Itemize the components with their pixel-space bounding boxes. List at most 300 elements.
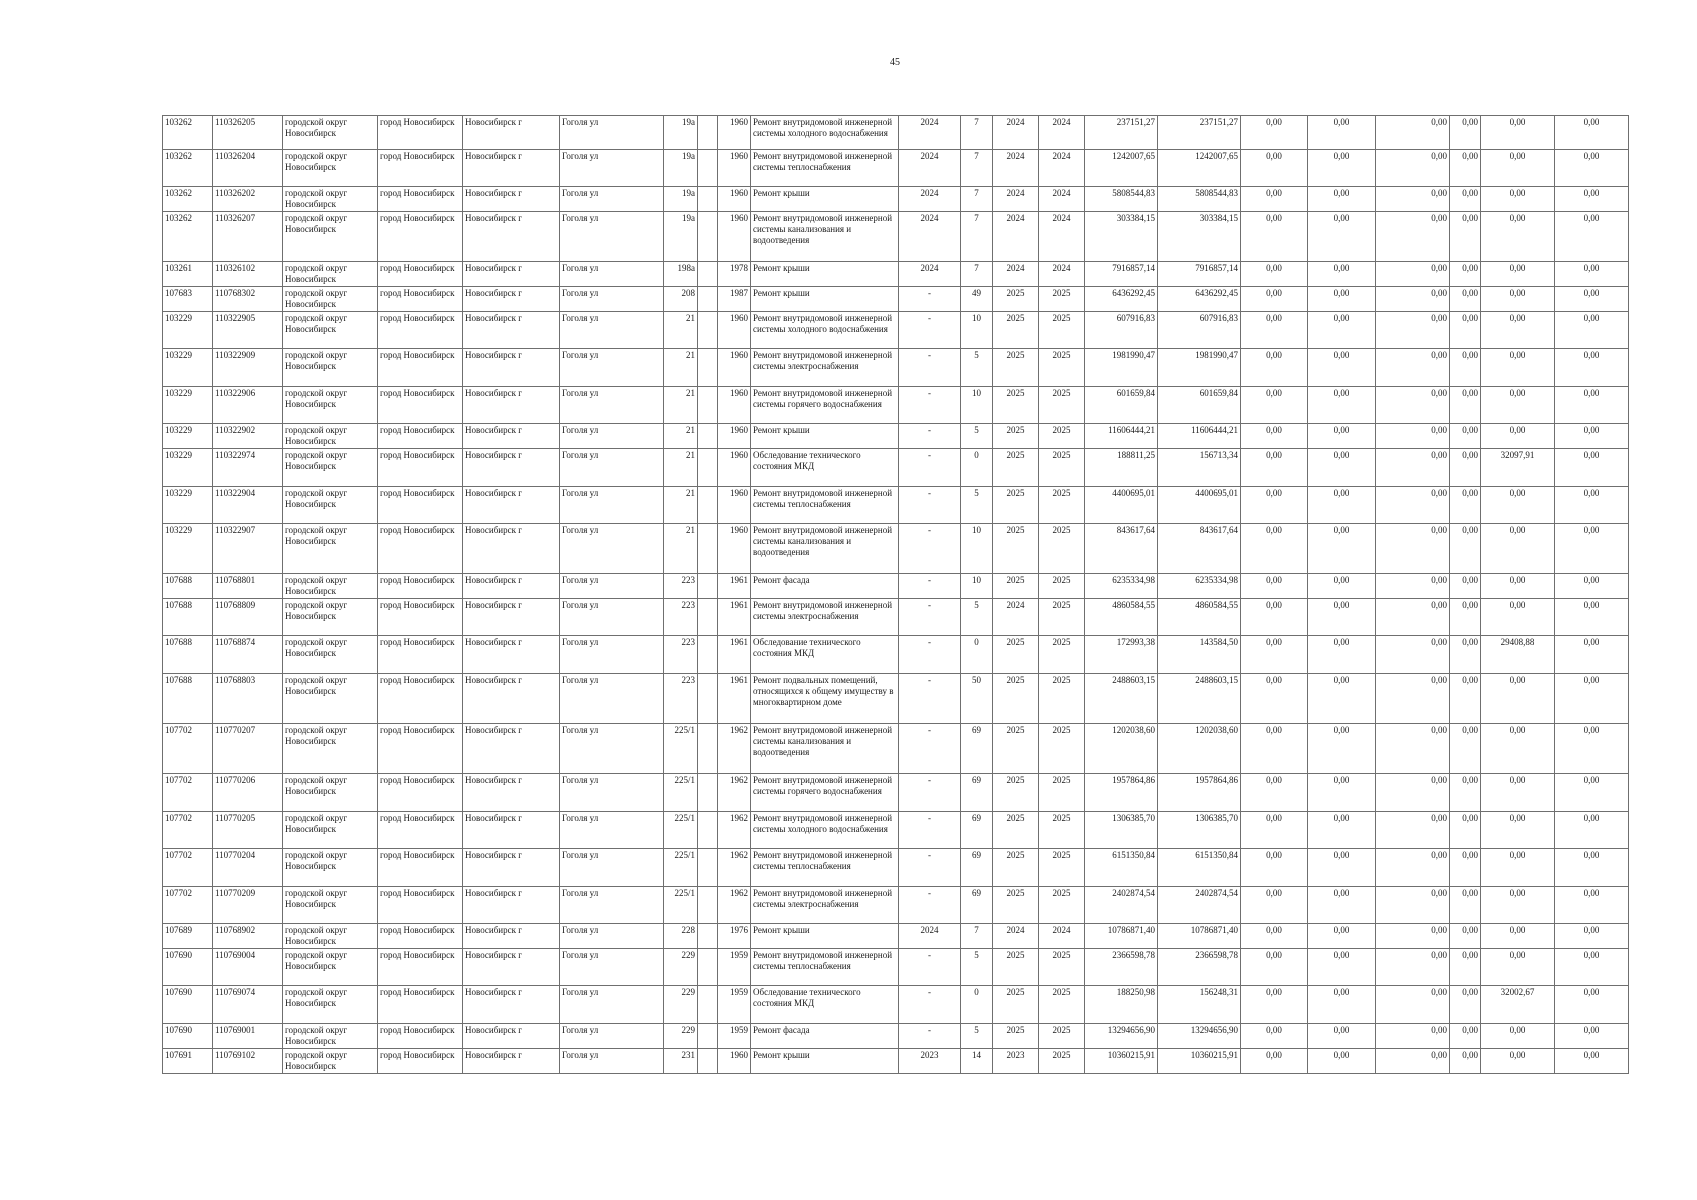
table-row: [163, 812, 1629, 849]
cell-work-id: 110768302: [213, 287, 283, 312]
table-row: [163, 724, 1629, 774]
cell-district: городской округ Новосибирск: [283, 349, 378, 387]
cell-plan-end: 2025: [1039, 599, 1085, 636]
cell-city: Новосибирск г: [463, 287, 560, 312]
cell-c4: 0,00: [1450, 774, 1481, 812]
cell-work: Ремонт крыши: [751, 1049, 899, 1074]
cell-district: городской округ Новосибирск: [283, 887, 378, 924]
cell-work: Ремонт внутридомовой инженерной системы канализования и водоотведения: [751, 212, 899, 262]
cell-building: [698, 599, 718, 636]
cell-city: Новосибирск г: [463, 1049, 560, 1074]
cell-c6: 0,00: [1555, 262, 1629, 287]
cell-c4: 0,00: [1450, 849, 1481, 887]
cell-c2: 0,00: [1308, 387, 1376, 424]
cell-street: Гоголя ул: [560, 116, 664, 150]
cell-c4: 0,00: [1450, 262, 1481, 287]
cell-district: городской округ Новосибирск: [283, 674, 378, 724]
cell-plan-start: 2025: [993, 986, 1039, 1024]
cell-c6: 0,00: [1555, 287, 1629, 312]
cell-work: Обследование технического состояния МКД: [751, 636, 899, 674]
cell-cost-fund: 6151350,84: [1158, 849, 1241, 887]
cell-cost-fund: 601659,84: [1158, 387, 1241, 424]
cell-c6: 0,00: [1555, 449, 1629, 487]
cell-house-id: 103229: [163, 524, 213, 574]
cell-cost-total: 2488603,15: [1085, 674, 1158, 724]
table-row: [163, 849, 1629, 887]
cell-house: 21: [664, 487, 698, 524]
cell-plan-start: 2024: [993, 262, 1039, 287]
table-row: [163, 287, 1629, 312]
cell-c1: 0,00: [1241, 349, 1308, 387]
cell-house: 19а: [664, 212, 698, 262]
cell-c6: 0,00: [1555, 349, 1629, 387]
cell-district: городской округ Новосибирск: [283, 774, 378, 812]
cell-c3: 0,00: [1376, 487, 1450, 524]
cell-district: городской округ Новосибирск: [283, 287, 378, 312]
cell-plan-start: 2025: [993, 287, 1039, 312]
cell-wear: 69: [961, 774, 993, 812]
cell-plan-start: 2024: [993, 187, 1039, 212]
cell-plan-end: 2025: [1039, 849, 1085, 887]
cell-cost-total: 303384,15: [1085, 212, 1158, 262]
cell-cost-total: 1306385,70: [1085, 812, 1158, 849]
cell-c1: 0,00: [1241, 1024, 1308, 1049]
cell-c1: 0,00: [1241, 487, 1308, 524]
cell-work-id: 110769004: [213, 949, 283, 986]
cell-work-id: 110322907: [213, 524, 283, 574]
cell-c2: 0,00: [1308, 724, 1376, 774]
cell-c1: 0,00: [1241, 449, 1308, 487]
cell-house-id: 107688: [163, 574, 213, 599]
cell-work-id: 110326204: [213, 150, 283, 187]
cell-cost-total: 6151350,84: [1085, 849, 1158, 887]
cell-building: [698, 487, 718, 524]
cell-cost-fund: 6436292,45: [1158, 287, 1241, 312]
cell-cost-fund: 156713,34: [1158, 449, 1241, 487]
cell-c6: 0,00: [1555, 986, 1629, 1024]
cell-street: Гоголя ул: [560, 487, 664, 524]
cell-plan-end: 2025: [1039, 387, 1085, 424]
cell-c2: 0,00: [1308, 774, 1376, 812]
cell-street: Гоголя ул: [560, 986, 664, 1024]
cell-c5: 0,00: [1481, 262, 1555, 287]
cell-year-built: 1960: [718, 312, 751, 349]
cell-plan-start: 2024: [993, 212, 1039, 262]
cell-work: Ремонт внутридомовой инженерной системы теплоснабжения: [751, 487, 899, 524]
cell-work: Ремонт крыши: [751, 187, 899, 212]
cell-cost-total: 4400695,01: [1085, 487, 1158, 524]
cell-city: Новосибирск г: [463, 187, 560, 212]
cell-cost-total: 6436292,45: [1085, 287, 1158, 312]
cell-c6: 0,00: [1555, 812, 1629, 849]
cell-city: Новосибирск г: [463, 524, 560, 574]
cell-street: Гоголя ул: [560, 262, 664, 287]
cell-last-repair: 2023: [899, 1049, 961, 1074]
cell-c6: 0,00: [1555, 636, 1629, 674]
cell-c5: 0,00: [1481, 887, 1555, 924]
cell-c6: 0,00: [1555, 116, 1629, 150]
cell-plan-end: 2025: [1039, 887, 1085, 924]
cell-settlement: город Новосибирск: [378, 312, 463, 349]
cell-city: Новосибирск г: [463, 812, 560, 849]
cell-year-built: 1960: [718, 150, 751, 187]
cell-building: [698, 986, 718, 1024]
cell-last-repair: -: [899, 524, 961, 574]
cell-city: Новосибирск г: [463, 312, 560, 349]
cell-building: [698, 424, 718, 449]
cell-settlement: город Новосибирск: [378, 524, 463, 574]
cell-c1: 0,00: [1241, 1049, 1308, 1074]
cell-work-id: 110770207: [213, 724, 283, 774]
table-row: [163, 986, 1629, 1024]
cell-c4: 0,00: [1450, 387, 1481, 424]
cell-district: городской округ Новосибирск: [283, 524, 378, 574]
cell-house-id: 103229: [163, 449, 213, 487]
cell-house-id: 107702: [163, 812, 213, 849]
cell-plan-end: 2024: [1039, 262, 1085, 287]
cell-plan-start: 2025: [993, 449, 1039, 487]
cell-year-built: 1961: [718, 636, 751, 674]
cell-wear: 49: [961, 287, 993, 312]
cell-plan-start: 2025: [993, 812, 1039, 849]
cell-c4: 0,00: [1450, 887, 1481, 924]
cell-work: Ремонт внутридомовой инженерной системы канализования и водоотведения: [751, 524, 899, 574]
cell-last-repair: -: [899, 599, 961, 636]
cell-building: [698, 924, 718, 949]
cell-house-id: 107690: [163, 1024, 213, 1049]
cell-work-id: 110326207: [213, 212, 283, 262]
cell-year-built: 1960: [718, 116, 751, 150]
cell-house-id: 103229: [163, 487, 213, 524]
cell-c2: 0,00: [1308, 524, 1376, 574]
cell-wear: 5: [961, 349, 993, 387]
cell-building: [698, 1049, 718, 1074]
cell-cost-total: 5808544,83: [1085, 187, 1158, 212]
cell-c2: 0,00: [1308, 849, 1376, 887]
cell-building: [698, 949, 718, 986]
cell-c3: 0,00: [1376, 887, 1450, 924]
cell-c5: 0,00: [1481, 1024, 1555, 1049]
cell-plan-end: 2024: [1039, 187, 1085, 212]
cell-cost-total: 10360215,91: [1085, 1049, 1158, 1074]
cell-year-built: 1960: [718, 187, 751, 212]
cell-building: [698, 262, 718, 287]
cell-c4: 0,00: [1450, 449, 1481, 487]
table-row: [163, 449, 1629, 487]
cell-c5: 0,00: [1481, 674, 1555, 724]
cell-plan-end: 2025: [1039, 949, 1085, 986]
cell-settlement: город Новосибирск: [378, 150, 463, 187]
cell-city: Новосибирск г: [463, 674, 560, 724]
cell-house: 225/1: [664, 887, 698, 924]
cell-year-built: 1960: [718, 449, 751, 487]
cell-cost-fund: 10786871,40: [1158, 924, 1241, 949]
cell-c2: 0,00: [1308, 924, 1376, 949]
cell-work: Ремонт внутридомовой инженерной системы холодного водоснабжения: [751, 812, 899, 849]
cell-c4: 0,00: [1450, 1024, 1481, 1049]
cell-c1: 0,00: [1241, 116, 1308, 150]
cell-street: Гоголя ул: [560, 1049, 664, 1074]
cell-work-id: 110768801: [213, 574, 283, 599]
cell-c6: 0,00: [1555, 574, 1629, 599]
cell-c3: 0,00: [1376, 986, 1450, 1024]
cell-last-repair: -: [899, 674, 961, 724]
cell-wear: 10: [961, 312, 993, 349]
cell-c5: 0,00: [1481, 424, 1555, 449]
cell-settlement: город Новосибирск: [378, 387, 463, 424]
cell-house-id: 103262: [163, 116, 213, 150]
cell-house-id: 107690: [163, 949, 213, 986]
cell-year-built: 1960: [718, 524, 751, 574]
cell-c6: 0,00: [1555, 949, 1629, 986]
cell-wear: 69: [961, 887, 993, 924]
cell-c1: 0,00: [1241, 212, 1308, 262]
cell-work: Ремонт внутридомовой инженерной системы горячего водоснабжения: [751, 774, 899, 812]
cell-work: Ремонт подвальных помещений, относящихся к общему имуществу в многоквартирном доме: [751, 674, 899, 724]
cell-year-built: 1960: [718, 212, 751, 262]
cell-plan-start: 2025: [993, 574, 1039, 599]
cell-wear: 5: [961, 487, 993, 524]
cell-cost-fund: 2366598,78: [1158, 949, 1241, 986]
cell-plan-end: 2025: [1039, 524, 1085, 574]
cell-c3: 0,00: [1376, 674, 1450, 724]
cell-cost-fund: 303384,15: [1158, 212, 1241, 262]
cell-plan-start: 2025: [993, 424, 1039, 449]
table-row: [163, 187, 1629, 212]
cell-c2: 0,00: [1308, 574, 1376, 599]
cell-plan-start: 2025: [993, 949, 1039, 986]
cell-house-id: 107683: [163, 287, 213, 312]
table-row: [163, 949, 1629, 986]
cell-year-built: 1960: [718, 387, 751, 424]
page-number: 45: [890, 57, 900, 68]
cell-house-id: 103229: [163, 424, 213, 449]
cell-c4: 0,00: [1450, 1049, 1481, 1074]
cell-plan-end: 2025: [1039, 986, 1085, 1024]
cell-plan-end: 2025: [1039, 812, 1085, 849]
cell-c4: 0,00: [1450, 949, 1481, 986]
cell-wear: 7: [961, 924, 993, 949]
cell-c6: 0,00: [1555, 487, 1629, 524]
cell-house: 228: [664, 924, 698, 949]
cell-district: городской округ Новосибирск: [283, 487, 378, 524]
cell-plan-start: 2025: [993, 487, 1039, 524]
cell-cost-total: 172993,38: [1085, 636, 1158, 674]
cell-c3: 0,00: [1376, 524, 1450, 574]
cell-plan-end: 2024: [1039, 212, 1085, 262]
cell-c3: 0,00: [1376, 774, 1450, 812]
cell-district: городской округ Новосибирск: [283, 1024, 378, 1049]
cell-district: городской округ Новосибирск: [283, 387, 378, 424]
cell-cost-total: 13294656,90: [1085, 1024, 1158, 1049]
cell-street: Гоголя ул: [560, 849, 664, 887]
cell-settlement: город Новосибирск: [378, 812, 463, 849]
cell-last-repair: -: [899, 774, 961, 812]
cell-last-repair: 2024: [899, 924, 961, 949]
cell-house-id: 107702: [163, 849, 213, 887]
cell-last-repair: -: [899, 724, 961, 774]
cell-c1: 0,00: [1241, 387, 1308, 424]
cell-c4: 0,00: [1450, 312, 1481, 349]
cell-work: Обследование технического состояния МКД: [751, 449, 899, 487]
cell-c3: 0,00: [1376, 599, 1450, 636]
cell-c6: 0,00: [1555, 187, 1629, 212]
cell-c6: 0,00: [1555, 524, 1629, 574]
cell-c4: 0,00: [1450, 674, 1481, 724]
cell-c4: 0,00: [1450, 724, 1481, 774]
cell-plan-end: 2025: [1039, 1049, 1085, 1074]
cell-building: [698, 524, 718, 574]
cell-c2: 0,00: [1308, 287, 1376, 312]
cell-last-repair: -: [899, 887, 961, 924]
cell-wear: 7: [961, 116, 993, 150]
cell-work-id: 110768874: [213, 636, 283, 674]
cell-house: 229: [664, 986, 698, 1024]
cell-cost-total: 7916857,14: [1085, 262, 1158, 287]
cell-c6: 0,00: [1555, 599, 1629, 636]
cell-city: Новосибирск г: [463, 449, 560, 487]
cell-work: Ремонт внутридомовой инженерной системы электроснабжения: [751, 599, 899, 636]
cell-c1: 0,00: [1241, 674, 1308, 724]
cell-c4: 0,00: [1450, 150, 1481, 187]
cell-building: [698, 387, 718, 424]
cell-c1: 0,00: [1241, 949, 1308, 986]
cell-street: Гоголя ул: [560, 387, 664, 424]
cell-year-built: 1962: [718, 887, 751, 924]
cell-cost-total: 1981990,47: [1085, 349, 1158, 387]
cell-c4: 0,00: [1450, 287, 1481, 312]
cell-house: 19а: [664, 150, 698, 187]
cell-city: Новосибирск г: [463, 212, 560, 262]
cell-settlement: город Новосибирск: [378, 187, 463, 212]
cell-c1: 0,00: [1241, 424, 1308, 449]
cell-cost-total: 2402874,54: [1085, 887, 1158, 924]
cell-c3: 0,00: [1376, 387, 1450, 424]
cell-c6: 0,00: [1555, 924, 1629, 949]
cell-city: Новосибирск г: [463, 116, 560, 150]
cell-cost-total: 11606444,21: [1085, 424, 1158, 449]
cell-building: [698, 212, 718, 262]
cell-c3: 0,00: [1376, 262, 1450, 287]
cell-cost-total: 607916,83: [1085, 312, 1158, 349]
cell-c2: 0,00: [1308, 187, 1376, 212]
cell-c2: 0,00: [1308, 349, 1376, 387]
cell-c1: 0,00: [1241, 262, 1308, 287]
cell-city: Новосибирск г: [463, 924, 560, 949]
cell-work-id: 110769001: [213, 1024, 283, 1049]
cell-c2: 0,00: [1308, 424, 1376, 449]
cell-c3: 0,00: [1376, 949, 1450, 986]
cell-last-repair: 2024: [899, 212, 961, 262]
cell-street: Гоголя ул: [560, 150, 664, 187]
cell-house: 225/1: [664, 724, 698, 774]
cell-street: Гоголя ул: [560, 812, 664, 849]
cell-settlement: город Новосибирск: [378, 212, 463, 262]
cell-last-repair: -: [899, 849, 961, 887]
cell-plan-start: 2025: [993, 887, 1039, 924]
cell-c1: 0,00: [1241, 312, 1308, 349]
cell-work: Ремонт крыши: [751, 262, 899, 287]
cell-c2: 0,00: [1308, 212, 1376, 262]
cell-work-id: 110326205: [213, 116, 283, 150]
table-row: [163, 387, 1629, 424]
cell-plan-end: 2025: [1039, 449, 1085, 487]
cell-cost-fund: 1957864,86: [1158, 774, 1241, 812]
table-row: [163, 212, 1629, 262]
cell-work-id: 110322904: [213, 487, 283, 524]
table-row: [163, 349, 1629, 387]
cell-settlement: город Новосибирск: [378, 574, 463, 599]
cell-year-built: 1960: [718, 349, 751, 387]
cell-plan-end: 2024: [1039, 924, 1085, 949]
cell-plan-start: 2024: [993, 599, 1039, 636]
cell-cost-fund: 4860584,55: [1158, 599, 1241, 636]
cell-building: [698, 724, 718, 774]
cell-c4: 0,00: [1450, 187, 1481, 212]
cell-year-built: 1962: [718, 724, 751, 774]
cell-cost-fund: 7916857,14: [1158, 262, 1241, 287]
cell-street: Гоголя ул: [560, 924, 664, 949]
cell-work: Ремонт внутридомовой инженерной системы теплоснабжения: [751, 849, 899, 887]
cell-plan-start: 2024: [993, 116, 1039, 150]
cell-work: Ремонт внутридомовой инженерной системы холодного водоснабжения: [751, 116, 899, 150]
cell-cost-fund: 1202038,60: [1158, 724, 1241, 774]
cell-cost-fund: 2488603,15: [1158, 674, 1241, 724]
cell-cost-total: 237151,27: [1085, 116, 1158, 150]
cell-house: 223: [664, 674, 698, 724]
cell-wear: 7: [961, 262, 993, 287]
cell-wear: 69: [961, 812, 993, 849]
cell-district: городской округ Новосибирск: [283, 312, 378, 349]
cell-house: 223: [664, 574, 698, 599]
cell-cost-fund: 11606444,21: [1158, 424, 1241, 449]
cell-settlement: город Новосибирск: [378, 349, 463, 387]
cell-year-built: 1959: [718, 949, 751, 986]
cell-plan-end: 2024: [1039, 116, 1085, 150]
cell-plan-end: 2025: [1039, 636, 1085, 674]
cell-c5: 0,00: [1481, 524, 1555, 574]
cell-house-id: 103262: [163, 212, 213, 262]
cell-street: Гоголя ул: [560, 724, 664, 774]
cell-work-id: 110322974: [213, 449, 283, 487]
cell-plan-start: 2023: [993, 1049, 1039, 1074]
cell-cost-fund: 607916,83: [1158, 312, 1241, 349]
cell-last-repair: -: [899, 812, 961, 849]
cell-settlement: город Новосибирск: [378, 986, 463, 1024]
cell-c2: 0,00: [1308, 150, 1376, 187]
cell-c6: 0,00: [1555, 774, 1629, 812]
cell-c5: 0,00: [1481, 312, 1555, 349]
cell-house: 21: [664, 387, 698, 424]
cell-house: 223: [664, 636, 698, 674]
cell-c6: 0,00: [1555, 724, 1629, 774]
cell-house-id: 103229: [163, 312, 213, 349]
cell-plan-start: 2025: [993, 636, 1039, 674]
cell-city: Новосибирск г: [463, 424, 560, 449]
cell-settlement: город Новосибирск: [378, 449, 463, 487]
table-row: [163, 774, 1629, 812]
cell-plan-start: 2025: [993, 674, 1039, 724]
cell-work-id: 110769102: [213, 1049, 283, 1074]
cell-street: Гоголя ул: [560, 187, 664, 212]
cell-c3: 0,00: [1376, 924, 1450, 949]
cell-c6: 0,00: [1555, 1049, 1629, 1074]
cell-work: Ремонт фасада: [751, 1024, 899, 1049]
cell-district: городской округ Новосибирск: [283, 924, 378, 949]
cell-district: городской округ Новосибирск: [283, 574, 378, 599]
cell-building: [698, 887, 718, 924]
cell-c2: 0,00: [1308, 1024, 1376, 1049]
